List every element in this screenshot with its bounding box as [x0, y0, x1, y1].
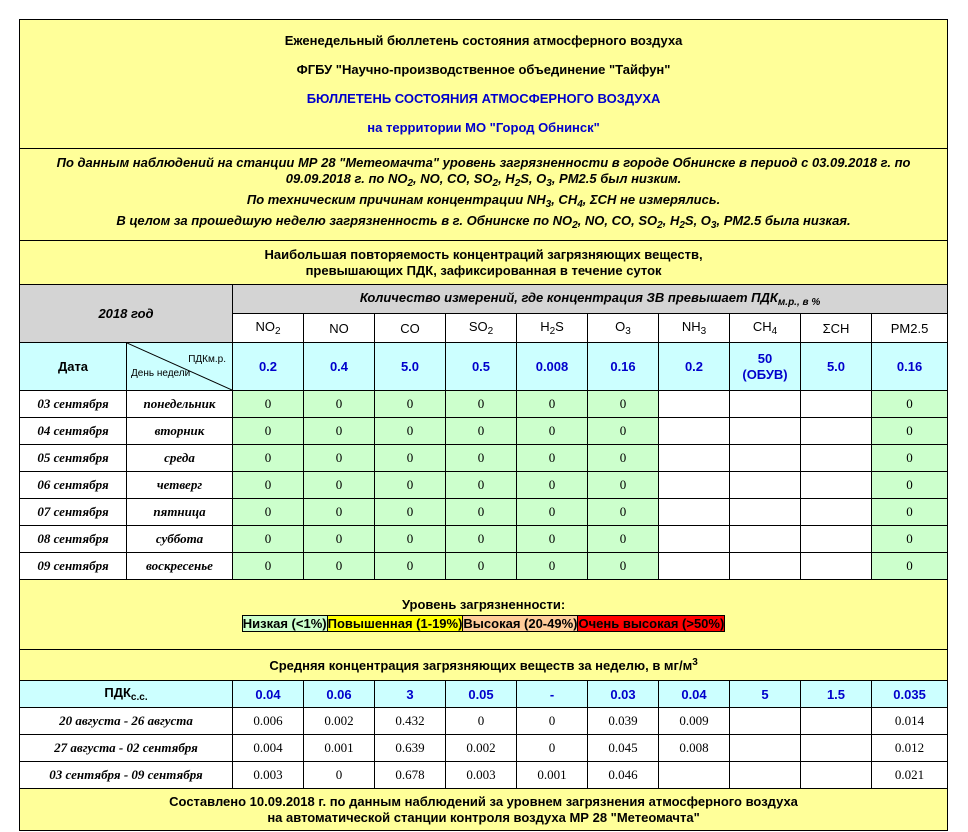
weekly-pdk-value: 0.03 — [588, 681, 659, 708]
daily-value: 0 — [872, 445, 948, 472]
pollutant-name: SO — [468, 319, 488, 334]
weekly-value: 0.014 — [872, 708, 948, 735]
weekly-value — [730, 708, 801, 735]
weekly-value: 0.432 — [375, 708, 446, 735]
daily-value: 0 — [517, 418, 588, 445]
weekly-value — [801, 735, 872, 762]
daily-weekday: воскресенье — [127, 553, 233, 580]
weekly-pdk-label: $ПДК_{с.с.}$ — [20, 681, 233, 708]
daily-value: 0 — [588, 418, 659, 445]
daily-value — [659, 526, 730, 553]
level-legend-item: Очень высокая (>50%) — [578, 616, 725, 631]
daily-value: 0 — [446, 472, 517, 499]
weekly-pdk-row — [20, 681, 948, 708]
weekly-value: 0 — [517, 735, 588, 762]
pollutant-header — [233, 314, 304, 343]
weekly-value — [730, 735, 801, 762]
daily-value — [801, 553, 872, 580]
daily-row — [20, 391, 948, 418]
pollutant-header — [872, 314, 948, 343]
daily-value: 0 — [375, 499, 446, 526]
pollutant-name: NO — [255, 319, 275, 334]
weekday-corner-label: День недели — [131, 368, 191, 379]
header-line-3: БЮЛЛЕТЕНЬ СОСТОЯНИЯ АТМОСФЕРНОГО ВОЗДУХА — [306, 91, 661, 106]
daily-weekday: вторник — [127, 418, 233, 445]
weekly-pdk-value: 0.035 — [872, 681, 948, 708]
weekly-value: 0.639 — [375, 735, 446, 762]
weekly-value: 0 — [304, 762, 375, 789]
daily-value: 0 — [304, 553, 375, 580]
daily-value: 0 — [588, 553, 659, 580]
year-label: 2018 год — [20, 285, 233, 343]
weekly-value: 0.006 — [233, 708, 304, 735]
daily-weekday: понедельник — [127, 391, 233, 418]
summary-para-3: В целом за прошедшую неделю загрязненность в г. Обнинске по $NO_2$, NO, CO, $SO_2$, $H_2S$, $O_3$, PM2.5 была низкая. — [116, 213, 851, 231]
pollutant-name: NO — [329, 320, 349, 336]
header-line-2: ФГБУ "Научно-производственное объединение "Тайфун" — [296, 62, 671, 77]
daily-value: 0 — [233, 418, 304, 445]
daily-value: 0 — [517, 472, 588, 499]
levels-legend — [242, 615, 726, 632]
pollutant-header — [659, 314, 730, 343]
pollutant-header — [588, 314, 659, 343]
levels-block — [20, 580, 948, 650]
weekly-pdk-value: 0.06 — [304, 681, 375, 708]
weekly-row — [20, 735, 948, 762]
pdk-value: 0.2 — [659, 343, 730, 391]
daily-value: 0 — [588, 391, 659, 418]
daily-value — [801, 418, 872, 445]
daily-value: 0 — [517, 445, 588, 472]
weekly-value — [730, 762, 801, 789]
diagonal-header — [127, 343, 233, 391]
daily-value — [659, 418, 730, 445]
daily-value — [730, 499, 801, 526]
daily-value: 0 — [446, 418, 517, 445]
pdk-value: 0.4 — [304, 343, 375, 391]
pdk-row — [20, 343, 948, 391]
weekly-row — [20, 762, 948, 789]
weekly-value — [801, 762, 872, 789]
pollutant-header — [801, 314, 872, 343]
daily-value: 0 — [304, 418, 375, 445]
pollutant-name: H — [540, 319, 550, 334]
daily-value: 0 — [517, 499, 588, 526]
footer — [20, 789, 948, 831]
level-legend-item: Высокая (20-49%) — [463, 616, 578, 631]
bulletin — [19, 19, 947, 831]
pollutant-subscript: 2 — [487, 326, 494, 337]
recurrence-title — [20, 241, 948, 285]
weekly-pdk-value: 0.04 — [233, 681, 304, 708]
daily-row — [20, 526, 948, 553]
daily-weekday: среда — [127, 445, 233, 472]
pollutant-subscript: 3 — [625, 326, 631, 337]
footer-line-1: Составлено 10.09.2018 г. по данным наблюдений за уровнем загрязнения атмосферного воздуха — [169, 793, 798, 809]
pollutant-name: CO — [400, 320, 420, 336]
daily-value: 0 — [588, 526, 659, 553]
daily-value — [730, 445, 801, 472]
weekly-pdk-value: 0.04 — [659, 681, 730, 708]
weekly-value: 0.045 — [588, 735, 659, 762]
pollutant-subscript: 2 — [274, 326, 281, 337]
weekly-title: Средняя концентрация загрязняющих веществ за неделю, в $мг/м^3$ — [20, 650, 948, 681]
daily-value — [801, 472, 872, 499]
daily-value: 0 — [588, 445, 659, 472]
pdk-value: 5.0 — [375, 343, 446, 391]
daily-value — [801, 445, 872, 472]
daily-value — [801, 391, 872, 418]
daily-value: 0 — [304, 499, 375, 526]
weekly-value: 0.021 — [872, 762, 948, 789]
daily-row — [20, 553, 948, 580]
daily-value: 0 — [446, 526, 517, 553]
weekly-value: 0.008 — [659, 735, 730, 762]
daily-date: 04 сентября — [20, 418, 127, 445]
weekly-value: 0.009 — [659, 708, 730, 735]
daily-value — [730, 526, 801, 553]
daily-value — [730, 553, 801, 580]
bulletin-header — [20, 20, 948, 149]
daily-value — [659, 391, 730, 418]
pollutant-name: O — [615, 319, 626, 334]
daily-value: 0 — [375, 445, 446, 472]
pollutant-name: NH — [681, 319, 701, 334]
pollutant-header — [517, 314, 588, 343]
weekly-value: 0.001 — [517, 762, 588, 789]
pdk-value: 5.0 — [801, 343, 872, 391]
weekly-value — [801, 708, 872, 735]
weekly-pdk-value: 1.5 — [801, 681, 872, 708]
level-legend-item: Повышенная (1-19%) — [327, 616, 463, 631]
weekly-pdk-value: 0.05 — [446, 681, 517, 708]
daily-value: 0 — [872, 391, 948, 418]
daily-row — [20, 472, 948, 499]
pollutant-subscript: 3 — [700, 326, 707, 337]
daily-value: 0 — [375, 553, 446, 580]
weekly-value: 0.002 — [446, 735, 517, 762]
daily-value: 0 — [304, 526, 375, 553]
pdk-value: 0.5 — [446, 343, 517, 391]
daily-value: 0 — [517, 526, 588, 553]
daily-weekday: суббота — [127, 526, 233, 553]
weekly-value: 0.678 — [375, 762, 446, 789]
pollutant-name: CH — [752, 319, 772, 334]
daily-value: 0 — [375, 391, 446, 418]
weekly-value: 0.012 — [872, 735, 948, 762]
daily-weekday: пятница — [127, 499, 233, 526]
weekly-pdk-value: - — [517, 681, 588, 708]
pollutant-subscript: 4 — [771, 326, 778, 337]
daily-value — [730, 418, 801, 445]
weekly-pdk-value: 3 — [375, 681, 446, 708]
pollutant-subscript: 2 — [549, 326, 556, 337]
pdk-corner-label: ПДКм.р. — [188, 354, 226, 365]
daily-value: 0 — [588, 472, 659, 499]
daily-weekday: четверг — [127, 472, 233, 499]
weekly-pdk-value: 5 — [730, 681, 801, 708]
header-line-4: на территории МО "Город Обнинск" — [367, 120, 600, 135]
daily-value: 0 — [446, 391, 517, 418]
daily-row — [20, 418, 948, 445]
daily-value: 0 — [233, 445, 304, 472]
daily-value: 0 — [446, 553, 517, 580]
recurrence-title-line-1: Наибольшая повторяемость концентраций загрязняющих веществ, — [264, 246, 703, 262]
footer-line-2: на автоматической станции контроля воздуха МР 28 "Метеомачта" — [267, 809, 700, 825]
weekly-value: 0.003 — [446, 762, 517, 789]
summary-para-1: По данным наблюдений на станции МР 28 "Метеомачта" уровень загрязненности в городе Обнинске в период с 03.09.2018 г. по 09.09.2018 г. по $NO_2$, NO, CO, $SO_2$, $H_2S$, $O_3$, PM2.5 был низким. — [56, 155, 911, 189]
daily-date: 09 сентября — [20, 553, 127, 580]
daily-value: 0 — [872, 526, 948, 553]
daily-date: 06 сентября — [20, 472, 127, 499]
weekly-value: 0.039 — [588, 708, 659, 735]
pdk-value: 0.16 — [588, 343, 659, 391]
weekly-value: 0 — [517, 708, 588, 735]
pollutant-name: PM2.5 — [890, 320, 929, 336]
bulletin-table — [19, 19, 948, 831]
daily-value — [801, 526, 872, 553]
count-title: Количество измерений, где концентрация ЗВ превышает $ПДК_{м.р., в \%}$ — [233, 285, 948, 314]
recurrence-title-line-2: превышающих ПДК, зафиксированная в течение суток — [305, 262, 662, 278]
pollutant-name-tail: S — [555, 319, 564, 334]
daily-date: 07 сентября — [20, 499, 127, 526]
daily-value: 0 — [304, 391, 375, 418]
daily-value — [730, 472, 801, 499]
daily-value — [659, 499, 730, 526]
daily-row — [20, 445, 948, 472]
daily-value — [801, 499, 872, 526]
daily-date: 03 сентября — [20, 391, 127, 418]
daily-date: 05 сентября — [20, 445, 127, 472]
daily-value: 0 — [375, 472, 446, 499]
weekly-value: 0.003 — [233, 762, 304, 789]
summary — [20, 149, 948, 241]
pdk-value: 50 (ОБУВ) — [730, 343, 801, 391]
pdk-value: 0.008 — [517, 343, 588, 391]
pollutant-name: ΣCH — [822, 320, 850, 336]
summary-para-2: По техническим причинам концентрации $NH_3$, $CH_4$, ΣCH не измерялись. — [246, 192, 721, 210]
daily-value: 0 — [517, 553, 588, 580]
daily-value: 0 — [233, 499, 304, 526]
weekly-value: 0.002 — [304, 708, 375, 735]
daily-value — [730, 391, 801, 418]
weekly-period: 03 сентября - 09 сентября — [20, 762, 233, 789]
daily-value: 0 — [233, 553, 304, 580]
daily-value — [659, 553, 730, 580]
daily-value: 0 — [233, 526, 304, 553]
daily-value: 0 — [233, 391, 304, 418]
daily-row — [20, 499, 948, 526]
weekly-value: 0.046 — [588, 762, 659, 789]
pollutant-header — [730, 314, 801, 343]
levels-title: Уровень загрязненности: — [401, 597, 566, 612]
pdk-value: 0.16 — [872, 343, 948, 391]
daily-value: 0 — [588, 499, 659, 526]
daily-date: 08 сентября — [20, 526, 127, 553]
pollutant-header — [375, 314, 446, 343]
pollutant-header — [304, 314, 375, 343]
pdk-value: 0.2 — [233, 343, 304, 391]
daily-value: 0 — [446, 499, 517, 526]
diagonal-line — [127, 343, 232, 390]
date-label: Дата — [20, 343, 127, 391]
level-legend-item: Низкая (<1%) — [242, 616, 327, 631]
weekly-period: 20 августа - 26 августа — [20, 708, 233, 735]
daily-value: 0 — [375, 418, 446, 445]
daily-value: 0 — [233, 472, 304, 499]
daily-value: 0 — [872, 499, 948, 526]
header-line-1: Еженедельный бюллетень состояния атмосферного воздуха — [284, 33, 683, 48]
pollutant-header — [446, 314, 517, 343]
daily-value: 0 — [872, 472, 948, 499]
daily-value: 0 — [304, 472, 375, 499]
daily-value: 0 — [375, 526, 446, 553]
weekly-value — [659, 762, 730, 789]
daily-value: 0 — [446, 445, 517, 472]
daily-value: 0 — [304, 445, 375, 472]
daily-value: 0 — [517, 391, 588, 418]
weekly-period: 27 августа - 02 сентября — [20, 735, 233, 762]
daily-value — [659, 472, 730, 499]
weekly-value: 0 — [446, 708, 517, 735]
weekly-row — [20, 708, 948, 735]
daily-value: 0 — [872, 553, 948, 580]
weekly-value: 0.001 — [304, 735, 375, 762]
daily-value — [659, 445, 730, 472]
daily-value: 0 — [872, 418, 948, 445]
weekly-value: 0.004 — [233, 735, 304, 762]
